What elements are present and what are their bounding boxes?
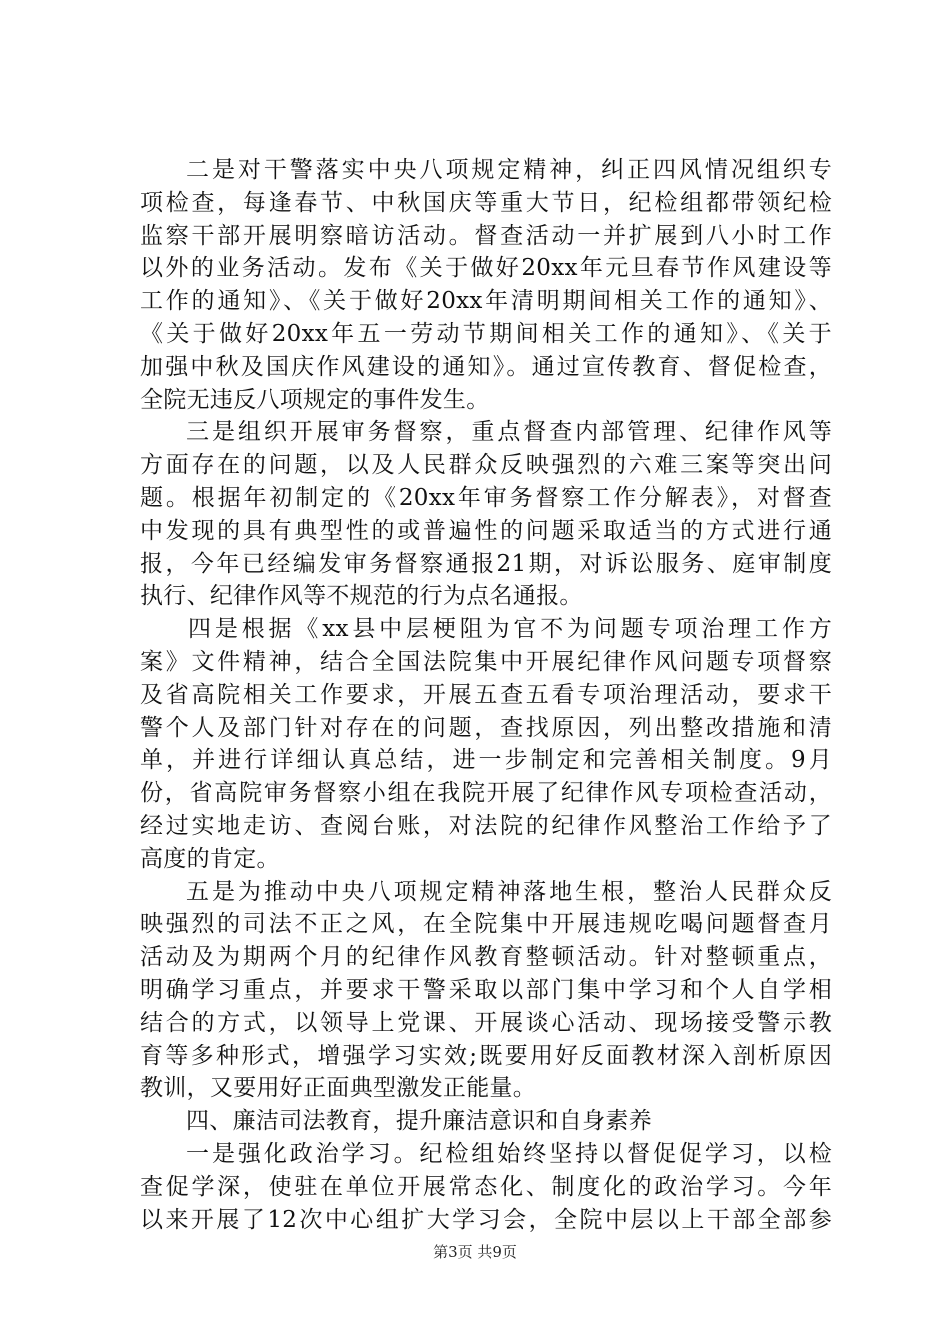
paragraph-line: 中发现的具有典型性的或普遍性的问题采取适当的方式进行通 (140, 517, 832, 544)
paragraph-line: 查促学深，使驻在单位开展常态化、制度化的政治学习。今年 (140, 1173, 832, 1200)
paragraph-line: 以外的业务活动。发布《关于做好20xx年元旦春节作风建设等 (140, 255, 832, 282)
paragraph-line: 育等多种形式，增强学习实效;既要用好反面教材深入剖析原因 (140, 1042, 832, 1069)
paragraph-first-line: 四是根据《xx县中层梗阻为官不为问题专项治理工作方 (188, 616, 832, 643)
paragraph-line: 份，省高院审务督察小组在我院开展了纪律作风专项检查活动， (140, 780, 832, 807)
paragraph-first-line: 一是强化政治学习。纪检组始终坚持以督促促学习，以检 (186, 1140, 832, 1167)
paragraph-line: 警个人及部门针对存在的问题，查找原因，列出整改措施和清 (140, 714, 832, 741)
paragraph-line: 教训，又要用好正面典型激发正能量。 (140, 1075, 537, 1102)
paragraph-line: 题。根据年初制定的《20xx年审务督察工作分解表》，对督查 (140, 484, 832, 511)
paragraph-line: 明确学习重点，并要求干警采取以部门集中学习和个人自学相 (140, 976, 832, 1003)
paragraph-line: 项检查，每逢春节、中秋国庆等重大节日，纪检组都带领纪检 (140, 189, 832, 216)
paragraph-line: 单，并进行详细认真总结，进一步制定和完善相关制度。9月 (140, 747, 832, 774)
paragraph-line: 经过实地走访、查阅台账，对法院的纪律作风整治工作给予了 (140, 812, 832, 839)
document-body (140, 154, 832, 1236)
paragraph-line: 及省高院相关工作要求，开展五查五看专项治理活动，要求干 (140, 681, 832, 708)
paragraph-first-line: 四、廉洁司法教育，提升廉洁意识和自身素养 (186, 1108, 652, 1135)
paragraph-line: 案》文件精神，结合全国法院集中开展纪律作风问题专项督察 (140, 648, 832, 675)
paragraph-first-line: 五是为推动中央八项规定精神落地生根，整治人民群众反 (186, 878, 832, 905)
paragraph-line: 工作的通知》、《关于做好20xx年清明期间相关工作的通知》、 (140, 288, 832, 315)
paragraph-line: 高度的肯定。 (140, 845, 280, 872)
paragraph-first-line: 二是对干警落实中央八项规定精神，纠正四风情况组织专 (186, 157, 832, 183)
paragraph-line: 结合的方式，以领导上党课、开展谈心活动、现场接受警示教 (140, 1009, 832, 1036)
paragraph-line: 执行、纪律作风等不规范的行为点名通报。 (140, 583, 583, 610)
paragraph-line: 方面存在的问题，以及人民群众反映强烈的六难三案等突出问 (140, 452, 832, 479)
paragraph-line: 《关于做好20xx年五一劳动节期间相关工作的通知》、《关于 (140, 320, 832, 347)
paragraph-first-line: 三是组织开展审务督察，重点督查内部管理、纪律作风等 (186, 419, 832, 446)
page-footer: 第3页 共9页 (433, 1243, 517, 1261)
paragraph-line: 活动及为期两个月的纪律作风教育整顿活动。针对整顿重点， (140, 944, 832, 971)
paragraph-line: 全院无违反八项规定的事件发生。 (140, 386, 490, 413)
paragraph-line: 加强中秋及国庆作风建设的通知》。通过宣传教育、督促检查， (140, 353, 832, 380)
paragraph-line: 以来开展了12次中心组扩大学习会，全院中层以上干部全部参 (140, 1206, 832, 1233)
paragraph-line: 映强烈的司法不正之风，在全院集中开展违规吃喝问题督查月 (140, 911, 832, 938)
paragraph-line: 监察干部开展明察暗访活动。督查活动一并扩展到八小时工作 (140, 222, 832, 249)
paragraph-line: 报，今年已经编发审务督察通报21期，对诉讼服务、庭审制度 (140, 550, 832, 577)
